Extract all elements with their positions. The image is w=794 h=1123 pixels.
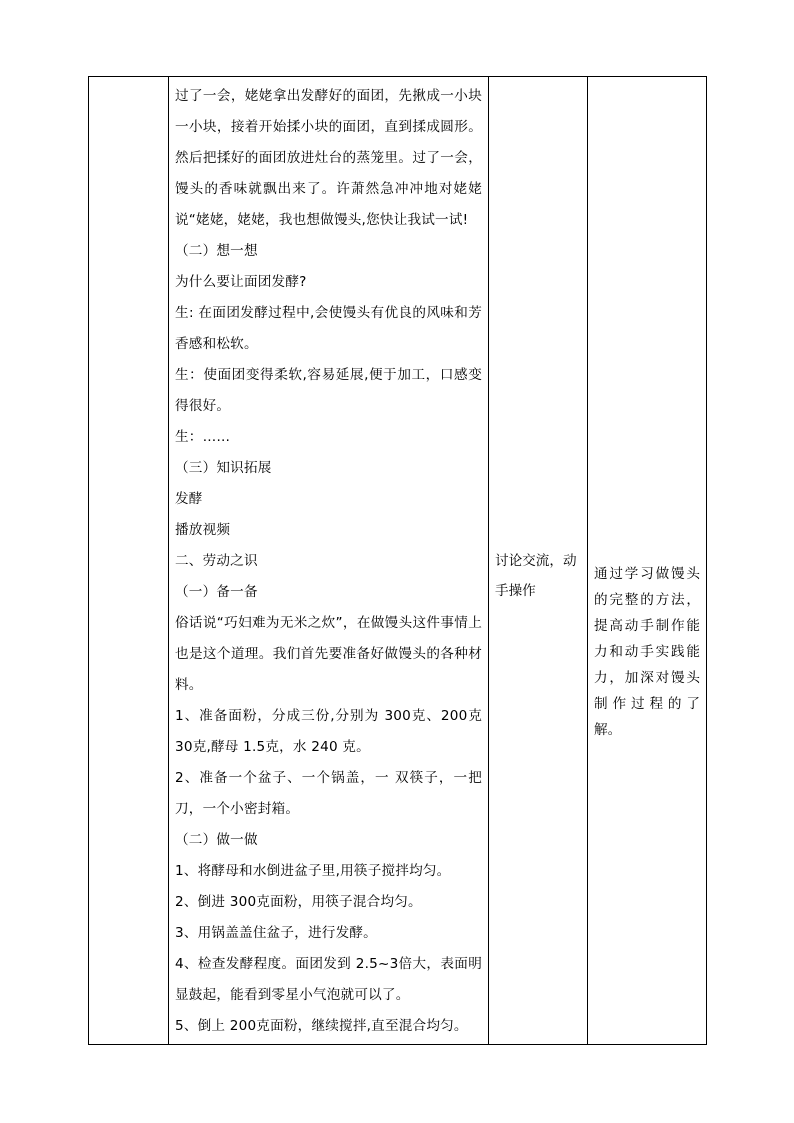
process-paragraph: 3、用锅盖盖住盆子，进行发酵。	[175, 925, 377, 941]
student-activity-cell	[489, 77, 588, 1045]
lesson-plan-table	[88, 76, 707, 1045]
teaching-process-cell	[169, 77, 489, 1045]
process-paragraph: 为什么要让面团发酵?	[175, 274, 307, 290]
process-paragraph: （二）想一想	[175, 243, 258, 259]
design-intent-text: 通过学习做馒头的完整的方法，提高动手制作能力和动手实践能力，加深对馒头制作过程的了解。	[594, 566, 700, 738]
process-paragraph: 5、倒上 200克面粉，继续搅拌,直至混合均匀。	[175, 1018, 468, 1034]
process-paragraph: （一）备一备	[175, 584, 258, 600]
process-paragraph: 过了一会，姥姥拿出发酵好的面团，先揪成一小块一小块，接着开始揉小块的面团，直到揉成圆形。然后把揉好的面团放进灶台的蒸笼里。过了一会，馒头的香味就飘出来了。许萧然急冲冲地对姥姥说“姥姥，姥姥，我也想做馒头,您快让我试一试!	[175, 88, 482, 228]
student-activity-text: 讨论交流，动手操作	[495, 553, 577, 599]
process-paragraph: 1、准备面粉，分成三份,分别为 300克、200克30克,酵母 1.5克，水 240 克。	[175, 708, 482, 755]
process-paragraph: 生：使面团变得柔软,容易延展,便于加工，口感变得很好。	[175, 367, 482, 414]
process-paragraph: （三）知识拓展	[175, 460, 272, 476]
process-paragraph: （二）做一做	[175, 832, 258, 848]
stage-cell	[89, 77, 169, 1045]
process-paragraph: 二、劳动之识	[175, 553, 258, 569]
process-paragraph: 4、检查发酵程度。面团发到 2.5~3倍大，表面明显鼓起，能看到零星小气泡就可以了。	[175, 956, 482, 1003]
design-intent-cell	[588, 77, 707, 1045]
process-paragraph: 俗话说“巧妇难为无米之炊”，在做馒头这件事情上也是这个道理。我们首先要准备好做馒头的各种材料。	[175, 615, 482, 693]
process-paragraph: 生：……	[175, 429, 231, 445]
process-paragraph: 2、准备一个盆子、一个锅盖，一 双筷子，一把刀，一个小密封箱。	[175, 770, 482, 817]
table-row	[89, 77, 707, 1045]
process-paragraph: 播放视频	[175, 522, 231, 538]
process-paragraph: 2、倒进 300克面粉，用筷子混合均匀。	[175, 894, 422, 910]
teaching-process-content	[169, 77, 488, 1042]
process-paragraph: 生: 在面团发酵过程中,会使馒头有优良的风味和芳香感和松软。	[175, 305, 482, 352]
process-paragraph: 发酵	[175, 491, 203, 507]
process-paragraph: 1、将酵母和水倒进盆子里,用筷子搅拌均匀。	[175, 863, 451, 879]
